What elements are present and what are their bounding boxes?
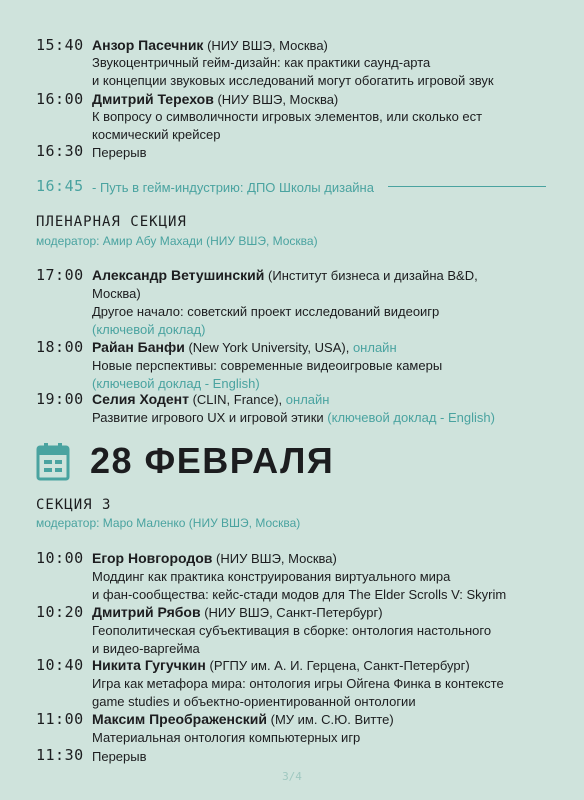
talk-title — [92, 568, 564, 604]
talk-title-line: game studies и объектно-ориентированной онтологии — [92, 694, 416, 709]
moderator: модератор: Амир Абу Махади (НИУ ВШЭ, Москва) — [36, 234, 318, 248]
section-title: СЕКЦИЯ 3 — [36, 497, 112, 513]
slot-heading — [92, 550, 564, 567]
speaker-affiliation: (РГПУ им. А. И. Герцена, Санкт-Петербург) — [209, 658, 470, 673]
talk-title-line: Звукоцентричный гейм-дизайн: как практики саунд-арта — [92, 55, 431, 70]
slot-heading — [92, 339, 564, 356]
talk-title — [92, 729, 564, 747]
talk-title — [92, 108, 564, 144]
speaker-affiliation: (НИУ ВШЭ, Москва) — [216, 551, 337, 566]
talk-title-line: Игра как метафора мира: онтология игры Ойгена Финка в контексте — [92, 676, 504, 691]
speaker-name: Максим Преображенский — [92, 711, 268, 727]
talk-body — [92, 409, 564, 427]
keynote-tag: (ключевой доклад) — [92, 322, 206, 337]
talk-title-line: Моддинг как практика конструирования виртуального мира — [92, 569, 451, 584]
slot-heading — [92, 604, 564, 621]
section-title: ПЛЕНАРНАЯ СЕКЦИЯ — [36, 214, 187, 230]
speaker-affiliation: (Институт бизнеса и дизайна B&D, — [268, 268, 478, 283]
speaker-name: Анзор Пасечник — [92, 37, 204, 53]
slot-heading — [92, 267, 564, 284]
speaker-affiliation: (НИУ ВШЭ, Москва) — [207, 38, 328, 53]
slot-time: 16:30 — [36, 142, 84, 160]
speaker-name: Егор Новгородов — [92, 550, 213, 566]
talk-title-line: Материальная онтология компьютерных игр — [92, 730, 361, 745]
speaker-affiliation: (НИУ ВШЭ, Москва) — [217, 92, 339, 107]
slot-time: 16:45 — [36, 177, 84, 195]
talk-title-line: и видео-варгейма — [92, 641, 200, 656]
slot-time: 18:00 — [36, 338, 84, 356]
speaker-affiliation-cont: Москва) — [92, 286, 141, 301]
slot-heading — [92, 391, 564, 408]
slot-time: 15:40 — [36, 36, 84, 54]
calendar-icon — [36, 443, 70, 481]
slot-time: 10:00 — [36, 549, 84, 567]
talk-title-line: Развитие игрового UX и игровой этики — [92, 410, 324, 425]
slot-heading — [92, 37, 564, 54]
moderator: модератор: Маро Маленко (НИУ ВШЭ, Москва) — [36, 516, 301, 530]
speaker-affiliation: (CLIN, France), — [192, 392, 283, 407]
slot-time: 10:20 — [36, 603, 84, 621]
talk-title — [92, 54, 564, 90]
slot-time: 16:00 — [36, 90, 84, 108]
slot-time: 10:40 — [36, 656, 84, 674]
divider-line — [388, 186, 546, 187]
page-number: 3/4 — [282, 770, 302, 783]
keynote-tag: (ключевой доклад - English) — [92, 376, 260, 391]
slot-heading — [92, 91, 564, 108]
online-tag: онлайн — [285, 392, 330, 407]
slot-heading — [92, 657, 564, 674]
talk-title-line: К вопросу о символичности игровых элементов, или сколько ест — [92, 109, 483, 124]
special-event-label: - Путь в гейм-индустрию: ДПО Школы дизайна — [92, 180, 374, 195]
keynote-tag: (ключевой доклад - English) — [327, 410, 495, 425]
talk-title — [92, 622, 564, 658]
talk-title-line: космический крейсер — [92, 127, 221, 142]
speaker-name: Селия Ходент — [92, 391, 189, 407]
speaker-name: Райан Банфи — [92, 339, 185, 355]
speaker-affiliation: (МУ им. С.Ю. Витте) — [270, 712, 394, 727]
talk-title-line: и концепции звуковых исследований могут обогатить игровой звук — [92, 73, 494, 88]
speaker-name: Дмитрий Терехов — [92, 91, 214, 107]
speaker-name: Дмитрий Рябов — [92, 604, 201, 620]
slot-time: 17:00 — [36, 266, 84, 284]
talk-title-line: Геополитическая субъективация в сборке: онтология настольного — [92, 623, 492, 638]
speaker-affiliation: (New York University, USA), — [188, 340, 350, 355]
talk-title — [92, 675, 564, 711]
speaker-name: Александр Ветушинский — [92, 267, 265, 283]
talk-body — [92, 357, 564, 393]
break-label: Перерыв — [92, 749, 147, 764]
talk-title-line: и фан-сообщества: кейс-стади модов для The Elder Scrolls V: Skyrim — [92, 587, 507, 602]
slot-time: 11:30 — [36, 746, 84, 764]
slot-heading — [92, 711, 564, 728]
talk-title-line: Новые перспективы: современные видеоигровые камеры — [92, 358, 443, 373]
online-tag: онлайн — [352, 340, 397, 355]
talk-title-line: Другое начало: советский проект исследований видеоигр — [92, 304, 440, 319]
speaker-affiliation: (НИУ ВШЭ, Санкт-Петербург) — [204, 605, 383, 620]
date-heading: 28 ФЕВРАЛЯ — [90, 440, 335, 481]
speaker-name: Никита Гугучкин — [92, 657, 206, 673]
break-label: Перерыв — [92, 145, 147, 160]
talk-body — [92, 285, 564, 339]
slot-time: 11:00 — [36, 710, 84, 728]
slot-time: 19:00 — [36, 390, 84, 408]
